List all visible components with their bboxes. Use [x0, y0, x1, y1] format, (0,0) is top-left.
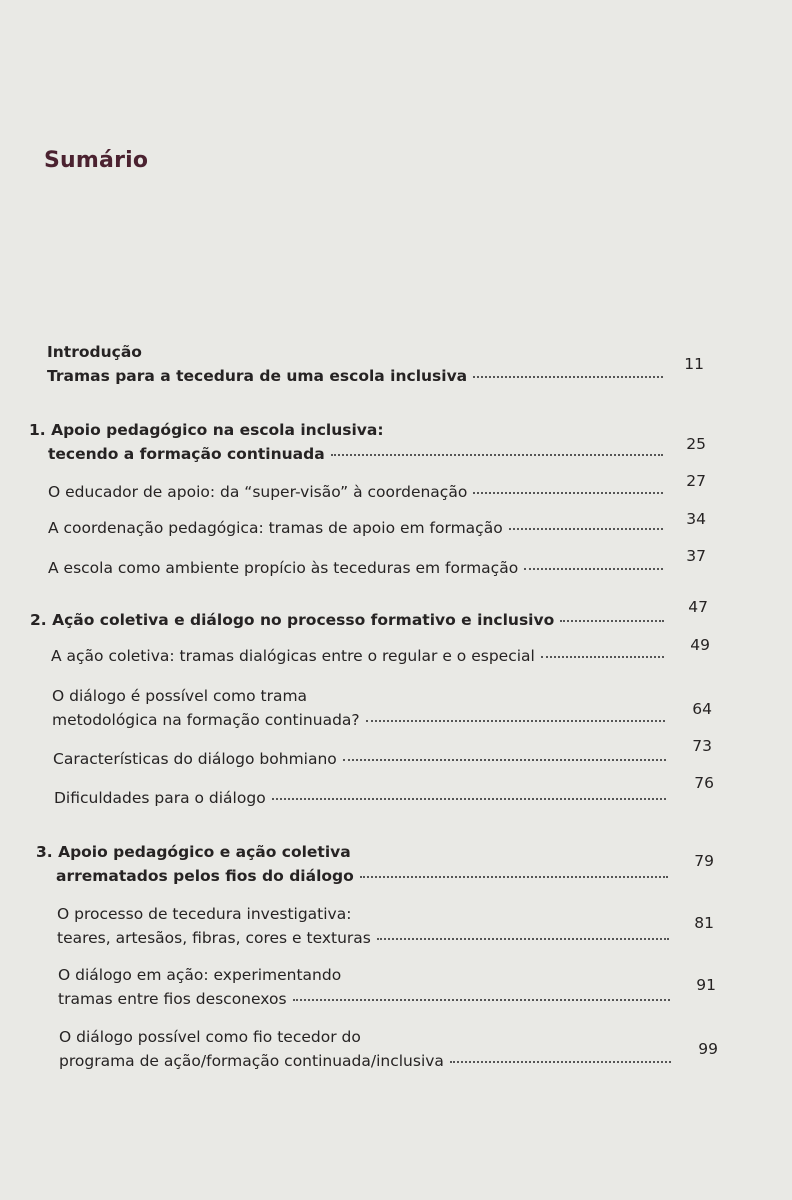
- page-number: 49: [690, 636, 710, 654]
- toc-entry-section: [58, 963, 676, 1011]
- toc-entry-chapter-2: [30, 608, 670, 632]
- toc-entry-introducao: [47, 340, 669, 388]
- toc-entry-title: A escola como ambiente propício às teceduras em formação: [48, 559, 519, 577]
- page-number: 79: [694, 852, 714, 870]
- toc-entry-heading: 3. Apoio pedagógico e ação coletiva: [36, 843, 351, 861]
- toc-entry-title: Características do diálogo bohmiano: [53, 750, 337, 768]
- leader-dots: [450, 1061, 671, 1063]
- leader-dots: [541, 656, 664, 658]
- leader-dots: [509, 528, 663, 530]
- page-number: 76: [694, 774, 714, 792]
- page-number: 25: [686, 435, 706, 453]
- toc-entry-heading: 1. Apoio pedagógico na escola inclusiva:: [29, 421, 384, 439]
- leader-dots: [293, 999, 670, 1001]
- page-number: 27: [686, 472, 706, 490]
- toc-entry-title: A ação coletiva: tramas dialógicas entre o regular e o especial: [51, 647, 535, 665]
- toc-entry-heading: O diálogo possível como fio tecedor do: [59, 1028, 361, 1046]
- toc-entry-section: [48, 556, 669, 580]
- page-number: 37: [686, 547, 706, 565]
- toc-entry-heading: Introdução: [47, 343, 142, 361]
- leader-dots: [473, 492, 663, 494]
- page-number: 99: [698, 1040, 718, 1058]
- leader-dots: [331, 454, 663, 456]
- page-number: 47: [688, 598, 708, 616]
- page-title: Sumário: [44, 148, 149, 173]
- page-number: 73: [692, 737, 712, 755]
- toc-entry-section: [48, 480, 669, 504]
- toc-entry-title: tecendo a formação continuada: [48, 445, 325, 463]
- leader-dots: [377, 938, 669, 940]
- page-number: 64: [692, 700, 712, 718]
- toc-entry-title: Dificuldades para o diálogo: [54, 789, 266, 807]
- toc-entry-title: tramas entre fios desconexos: [58, 990, 287, 1008]
- toc-entry-section: [52, 684, 671, 732]
- toc-entry-heading: O diálogo em ação: experimentando: [58, 966, 342, 984]
- page-number: 81: [694, 914, 714, 932]
- toc-entry-section: [54, 786, 672, 810]
- leader-dots: [473, 376, 663, 378]
- toc-entry-chapter-1: [29, 418, 669, 466]
- toc-entry-heading: O diálogo é possível como trama: [52, 687, 308, 705]
- toc-entry-section: [48, 516, 669, 540]
- leader-dots: [360, 876, 668, 878]
- toc-entry-chapter-3: [36, 840, 674, 888]
- toc-entry-section: [59, 1025, 677, 1073]
- leader-dots: [560, 620, 664, 622]
- page-number: 11: [684, 355, 704, 373]
- leader-dots: [524, 568, 663, 570]
- toc-entry-title: A coordenação pedagógica: tramas de apoio em formação: [48, 519, 503, 537]
- toc-entry-section: [51, 644, 670, 668]
- toc-entry-title: Tramas para a tecedura de uma escola inclusiva: [47, 367, 468, 385]
- leader-dots: [272, 798, 666, 800]
- toc-entry-title: metodológica na formação continuada?: [52, 711, 360, 729]
- page-number: 91: [696, 976, 716, 994]
- toc-entry-title: teares, artesãos, fibras, cores e texturas: [57, 929, 371, 947]
- page-number: 34: [686, 510, 706, 528]
- toc-entry-section: [57, 902, 675, 950]
- toc-entry-heading: O processo de tecedura investigativa:: [57, 905, 352, 923]
- toc-entry-title: arrematados pelos fios do diálogo: [56, 867, 354, 885]
- toc-entry-title: O educador de apoio: da “super-visão” à coordenação: [48, 483, 468, 501]
- toc-entry-title: 2. Ação coletiva e diálogo no processo formativo e inclusivo: [30, 611, 555, 629]
- leader-dots: [366, 720, 665, 722]
- leader-dots: [343, 759, 666, 761]
- toc-entry-title: programa de ação/formação continuada/inclusiva: [59, 1052, 444, 1070]
- toc-entry-section: [53, 747, 672, 771]
